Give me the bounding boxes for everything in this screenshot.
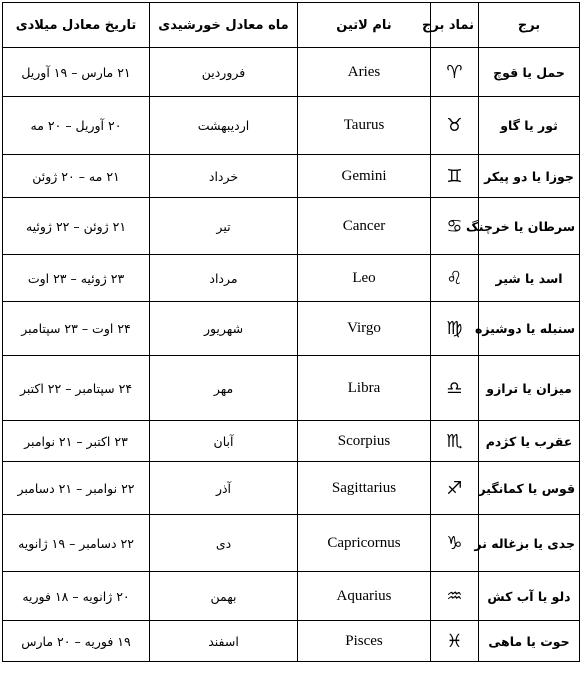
gregorian-date-range: ۲۱ ژوئن – ۲۲ ژوئیه	[3, 198, 150, 255]
solar-month: آذر	[150, 462, 298, 515]
solar-month: دی	[150, 515, 298, 572]
sign-name: اسد یا شیر	[479, 255, 580, 302]
latin-name: Aquarius	[298, 572, 431, 621]
latin-name: Cancer	[298, 198, 431, 255]
gregorian-date-range: ۲۱ مارس – ۱۹ آوریل	[3, 48, 150, 97]
latin-name: Pisces	[298, 621, 431, 662]
zodiac-symbol-icon: ♒︎	[431, 572, 479, 621]
latin-name: Gemini	[298, 155, 431, 198]
latin-name: Libra	[298, 356, 431, 421]
header-sign: برج	[479, 3, 580, 48]
header-latin: نام لاتین	[298, 3, 431, 48]
header-solar: ماه معادل خورشیدی	[150, 3, 298, 48]
table-row	[3, 198, 580, 255]
header-gregorian: تاریخ معادل میلادی	[3, 3, 150, 48]
latin-name: Aries	[298, 48, 431, 97]
gregorian-date-range: ۲۳ اکتبر – ۲۱ نوامبر	[3, 421, 150, 462]
sign-name: سنبله یا دوشیزه	[479, 302, 580, 356]
zodiac-symbol-icon: ♑︎	[431, 515, 479, 572]
sign-name: حمل یا قوچ	[479, 48, 580, 97]
zodiac-table	[2, 2, 580, 662]
gregorian-date-range: ۲۱ مه – ۲۰ ژوئن	[3, 155, 150, 198]
table-row	[3, 302, 580, 356]
sign-name: میزان یا ترازو	[479, 356, 580, 421]
zodiac-symbol-icon: ♉︎	[431, 97, 479, 155]
solar-month: اردیبهشت	[150, 97, 298, 155]
gregorian-date-range: ۱۹ فوریه – ۲۰ مارس	[3, 621, 150, 662]
zodiac-symbol-icon: ♐︎	[431, 462, 479, 515]
table-row	[3, 621, 580, 662]
latin-name: Sagittarius	[298, 462, 431, 515]
solar-month: مهر	[150, 356, 298, 421]
zodiac-symbol-icon: ♋︎	[431, 198, 479, 255]
zodiac-symbol-icon: ♏︎	[431, 421, 479, 462]
table-row	[3, 48, 580, 97]
table-row	[3, 155, 580, 198]
latin-name: Scorpius	[298, 421, 431, 462]
table-row	[3, 255, 580, 302]
gregorian-date-range: ۲۲ نوامبر – ۲۱ دسامبر	[3, 462, 150, 515]
sign-name: عقرب یا کژدم	[479, 421, 580, 462]
sign-name: ثور یا گاو	[479, 97, 580, 155]
solar-month: تیر	[150, 198, 298, 255]
solar-month: اسفند	[150, 621, 298, 662]
table-row	[3, 421, 580, 462]
gregorian-date-range: ۲۲ دسامبر – ۱۹ ژانویه	[3, 515, 150, 572]
header-row	[3, 3, 580, 48]
sign-name: جوزا یا دو پیکر	[479, 155, 580, 198]
sign-name: دلو یا آب کش	[479, 572, 580, 621]
table-row	[3, 572, 580, 621]
zodiac-symbol-icon: ♌︎	[431, 255, 479, 302]
latin-name: Taurus	[298, 97, 431, 155]
table-row	[3, 356, 580, 421]
zodiac-symbol-icon: ♊︎	[431, 155, 479, 198]
sign-name: سرطان یا خرچنگ	[479, 198, 580, 255]
gregorian-date-range: ۲۴ سپتامبر – ۲۲ اکتبر	[3, 356, 150, 421]
sign-name: حوت یا ماهی	[479, 621, 580, 662]
zodiac-symbol-icon: ♎︎	[431, 356, 479, 421]
latin-name: Capricornus	[298, 515, 431, 572]
solar-month: آبان	[150, 421, 298, 462]
solar-month: بهمن	[150, 572, 298, 621]
latin-name: Leo	[298, 255, 431, 302]
sign-name: قوس یا کمانگیر	[479, 462, 580, 515]
table-row	[3, 462, 580, 515]
zodiac-symbol-icon: ♈︎	[431, 48, 479, 97]
solar-month: شهریور	[150, 302, 298, 356]
latin-name: Virgo	[298, 302, 431, 356]
solar-month: مرداد	[150, 255, 298, 302]
zodiac-symbol-icon: ♍︎	[431, 302, 479, 356]
gregorian-date-range: ۲۰ ژانویه – ۱۸ فوریه	[3, 572, 150, 621]
header-symbol: نماد برج	[431, 3, 479, 48]
solar-month: خرداد	[150, 155, 298, 198]
gregorian-date-range: ۲۴ اوت – ۲۳ سپتامبر	[3, 302, 150, 356]
zodiac-symbol-icon: ♓︎	[431, 621, 479, 662]
sign-name: جدی یا بزغاله نر	[479, 515, 580, 572]
gregorian-date-range: ۲۳ ژوئیه – ۲۳ اوت	[3, 255, 150, 302]
table-row	[3, 97, 580, 155]
table-row	[3, 515, 580, 572]
solar-month: فروردین	[150, 48, 298, 97]
gregorian-date-range: ۲۰ آوریل – ۲۰ مه	[3, 97, 150, 155]
